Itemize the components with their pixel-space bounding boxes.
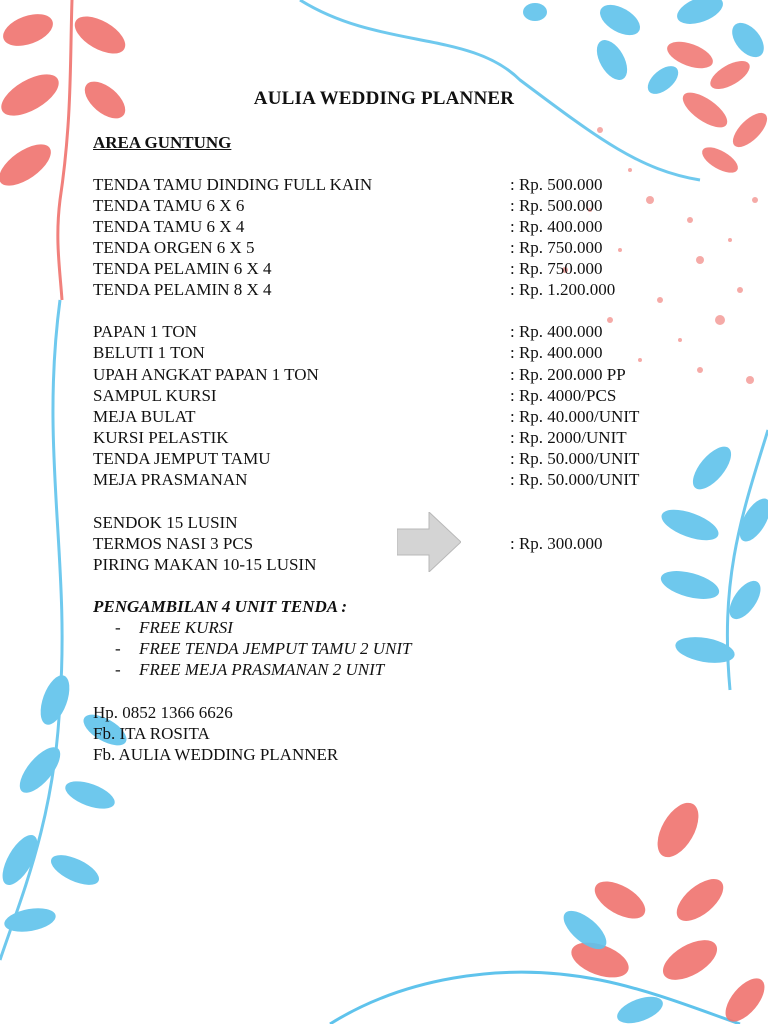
free-item: FREE KURSI — [139, 618, 233, 637]
contact-phone: Hp. 0852 1366 6626 — [93, 703, 233, 722]
promo-title: PENGAMBILAN 4 UNIT TENDA : — [93, 597, 348, 616]
price-row — [93, 279, 693, 300]
item-price: : Rp. 40.000/UNIT — [510, 407, 640, 426]
price-row — [93, 406, 693, 427]
item-price: : Rp. 1.200.000 — [510, 280, 616, 299]
free-item: FREE TENDA JEMPUT TAMU 2 UNIT — [139, 639, 412, 658]
item-price: : Rp. 300.000 — [510, 534, 603, 553]
bullet-dash: - — [115, 618, 121, 637]
item-name: PIRING MAKAN 10-15 LUSIN — [93, 555, 317, 574]
item-price: : Rp. 50.000/UNIT — [510, 449, 640, 468]
item-name: KURSI PELASTIK — [93, 428, 229, 447]
item-price: : Rp. 200.000 PP — [510, 365, 626, 384]
item-name: SAMPUL KURSI — [93, 386, 217, 405]
price-row — [93, 554, 693, 575]
item-name: TENDA PELAMIN 8 X 4 — [93, 280, 272, 299]
item-name: MEJA BULAT — [93, 407, 196, 426]
price-row — [93, 427, 693, 448]
price-row — [93, 258, 693, 279]
price-row — [93, 364, 693, 385]
item-name: TENDA ORGEN 6 X 5 — [93, 238, 255, 257]
price-row — [93, 174, 693, 195]
item-name: SENDOK 15 LUSIN — [93, 513, 238, 532]
area-heading: AREA GUNTUNG — [93, 133, 232, 152]
item-price: : Rp. 500.000 — [510, 196, 603, 215]
price-row — [93, 321, 693, 342]
bullet-dash: - — [115, 660, 121, 679]
list-item — [115, 617, 233, 638]
price-row — [93, 469, 693, 490]
price-row — [93, 448, 693, 469]
price-row — [93, 512, 693, 533]
item-name: TENDA TAMU 6 X 6 — [93, 196, 245, 215]
price-row — [93, 195, 693, 216]
item-name: MEJA PRASMANAN — [93, 470, 248, 489]
contact-facebook: Fb. ITA ROSITA — [93, 724, 210, 743]
item-price: : Rp. 400.000 — [510, 322, 603, 341]
price-row — [93, 216, 693, 237]
item-name: BELUTI 1 TON — [93, 343, 205, 362]
item-price: : Rp. 50.000/UNIT — [510, 470, 640, 489]
item-price: : Rp. 750.000 — [510, 259, 603, 278]
item-price: : Rp. 4000/PCS — [510, 386, 617, 405]
item-price: : Rp. 400.000 — [510, 343, 603, 362]
price-row — [93, 342, 693, 363]
bullet-dash: - — [115, 639, 121, 658]
list-item — [115, 659, 384, 680]
price-row — [93, 237, 693, 258]
item-name: PAPAN 1 TON — [93, 322, 197, 341]
item-price: : Rp. 400.000 — [510, 217, 603, 236]
arrow-right-icon — [397, 512, 461, 572]
item-name: TENDA TAMU DINDING FULL KAIN — [93, 175, 373, 194]
list-item — [115, 638, 411, 659]
price-row — [93, 533, 693, 554]
item-name: TENDA JEMPUT TAMU — [93, 449, 271, 468]
item-name: TERMOS NASI 3 PCS — [93, 534, 254, 553]
item-name: UPAH ANGKAT PAPAN 1 TON — [93, 365, 319, 384]
price-row — [93, 385, 693, 406]
free-item: FREE MEJA PRASMANAN 2 UNIT — [139, 660, 385, 679]
item-name: TENDA TAMU 6 X 4 — [93, 217, 245, 236]
page-title: AULIA WEDDING PLANNER — [253, 88, 515, 109]
item-price: : Rp. 750.000 — [510, 238, 603, 257]
item-name: TENDA PELAMIN 6 X 4 — [93, 259, 272, 278]
item-price: : Rp. 500.000 — [510, 175, 603, 194]
contact-facebook-page: Fb. AULIA WEDDING PLANNER — [93, 745, 339, 764]
item-price: : Rp. 2000/UNIT — [510, 428, 627, 447]
